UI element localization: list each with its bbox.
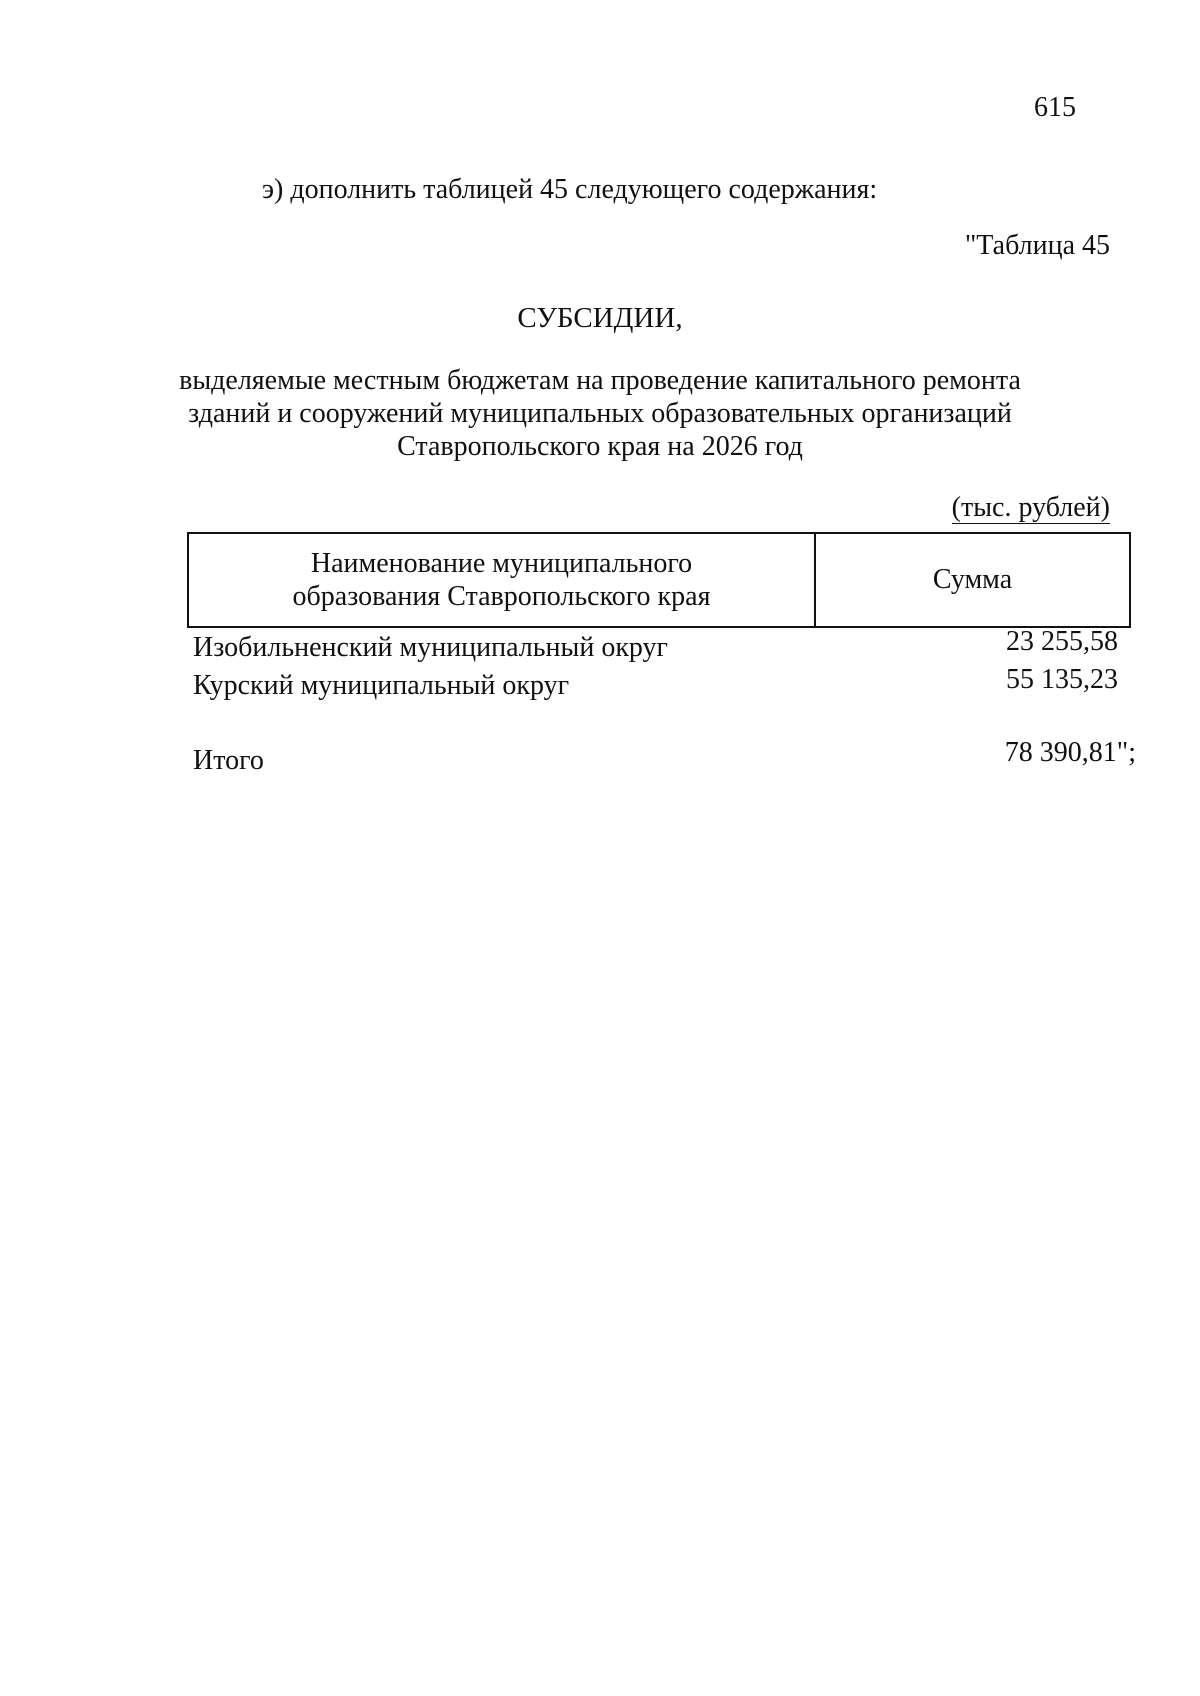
header-sum-cell: Сумма xyxy=(932,564,1013,595)
document-subtitle xyxy=(0,364,1200,463)
header-name-line: Наименование муниципального xyxy=(310,548,693,579)
table-label: "Таблица 45 xyxy=(964,230,1110,261)
table-header xyxy=(187,532,1131,628)
units-text: (тыс. рублей) xyxy=(951,492,1110,523)
page-number: 615 xyxy=(1034,92,1076,123)
table-row-value: 55 135,23 xyxy=(1006,664,1118,695)
subtitle-line: выделяемые местным бюджетам на проведение капитального ремонта xyxy=(179,365,1021,396)
total-label: Итого xyxy=(193,745,264,776)
document-title: СУБСИДИИ, xyxy=(517,302,683,334)
total-value: 78 390,81"; xyxy=(1004,737,1136,768)
table-row-value: 23 255,58 xyxy=(1006,626,1118,657)
table-row-name: Курский муниципальный округ xyxy=(193,670,570,701)
header-name-line: образования Ставропольского края xyxy=(292,581,711,612)
table-row-name: Изобильненский муниципальный округ xyxy=(193,632,669,663)
intro-text: э) дополнить таблицей 45 следующего содержания: xyxy=(262,174,878,205)
subtitle-line: Ставропольского края на 2026 год xyxy=(397,431,803,462)
header-name-cell xyxy=(189,534,816,626)
units-label xyxy=(952,492,1110,524)
subtitle-line: зданий и сооружений муниципальных образовательных организаций xyxy=(188,398,1012,429)
